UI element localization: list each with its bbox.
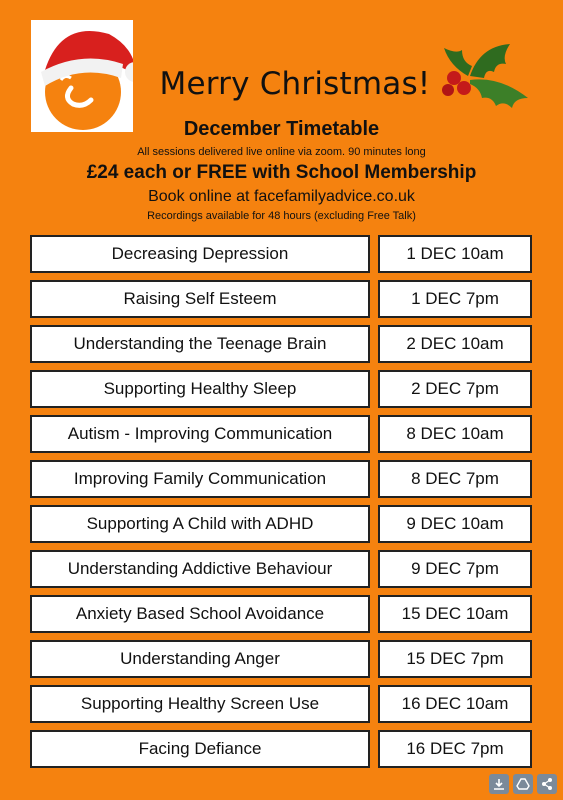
table-row (30, 415, 532, 453)
table-row (30, 550, 532, 588)
page-title: Merry Christmas! (159, 66, 431, 102)
session-date: 16 DEC 10am (378, 685, 532, 723)
viewer-toolbar (489, 774, 557, 794)
booking-line: Book online at facefamilyadvice.co.uk (148, 188, 415, 205)
session-date: 9 DEC 10am (378, 505, 532, 543)
session-date: 16 DEC 7pm (378, 730, 532, 768)
timetable-subtitle: December Timetable (183, 118, 380, 140)
price-line: £24 each or FREE with School Membership (86, 162, 477, 183)
session-name: Supporting Healthy Sleep (30, 370, 370, 408)
session-name: Decreasing Depression (30, 235, 370, 273)
share-icon[interactable] (537, 774, 557, 794)
session-name: Understanding the Teenage Brain (30, 325, 370, 363)
session-name: Understanding Addictive Behaviour (30, 550, 370, 588)
recordings-note: Recordings available for 48 hours (excluding Free Talk) (147, 210, 416, 222)
session-name: Supporting Healthy Screen Use (30, 685, 370, 723)
session-date: 2 DEC 7pm (378, 370, 532, 408)
logo (31, 20, 133, 132)
session-date: 2 DEC 10am (378, 325, 532, 363)
session-name: Understanding Anger (30, 640, 370, 678)
table-row (30, 685, 532, 723)
table-row (30, 280, 532, 318)
table-row (30, 235, 532, 273)
holly-icon (440, 36, 540, 116)
table-row (30, 730, 532, 768)
session-date: 15 DEC 7pm (378, 640, 532, 678)
session-date: 9 DEC 7pm (378, 550, 532, 588)
table-row (30, 595, 532, 633)
table-row (30, 505, 532, 543)
session-note: All sessions delivered live online via zoom. 90 minutes long (137, 146, 426, 158)
session-date: 1 DEC 7pm (378, 280, 532, 318)
session-name: Autism - Improving Communication (30, 415, 370, 453)
smiley-santa-logo-icon (31, 20, 133, 132)
table-row (30, 325, 532, 363)
session-name: Supporting A Child with ADHD (30, 505, 370, 543)
session-date: 8 DEC 10am (378, 415, 532, 453)
drive-icon[interactable] (513, 774, 533, 794)
session-name: Facing Defiance (30, 730, 370, 768)
session-date: 1 DEC 10am (378, 235, 532, 273)
session-name: Anxiety Based School Avoidance (30, 595, 370, 633)
download-icon[interactable] (489, 774, 509, 794)
table-row (30, 370, 532, 408)
session-name: Raising Self Esteem (30, 280, 370, 318)
table-row (30, 640, 532, 678)
table-row (30, 460, 532, 498)
session-date: 8 DEC 7pm (378, 460, 532, 498)
session-name: Improving Family Communication (30, 460, 370, 498)
session-date: 15 DEC 10am (378, 595, 532, 633)
